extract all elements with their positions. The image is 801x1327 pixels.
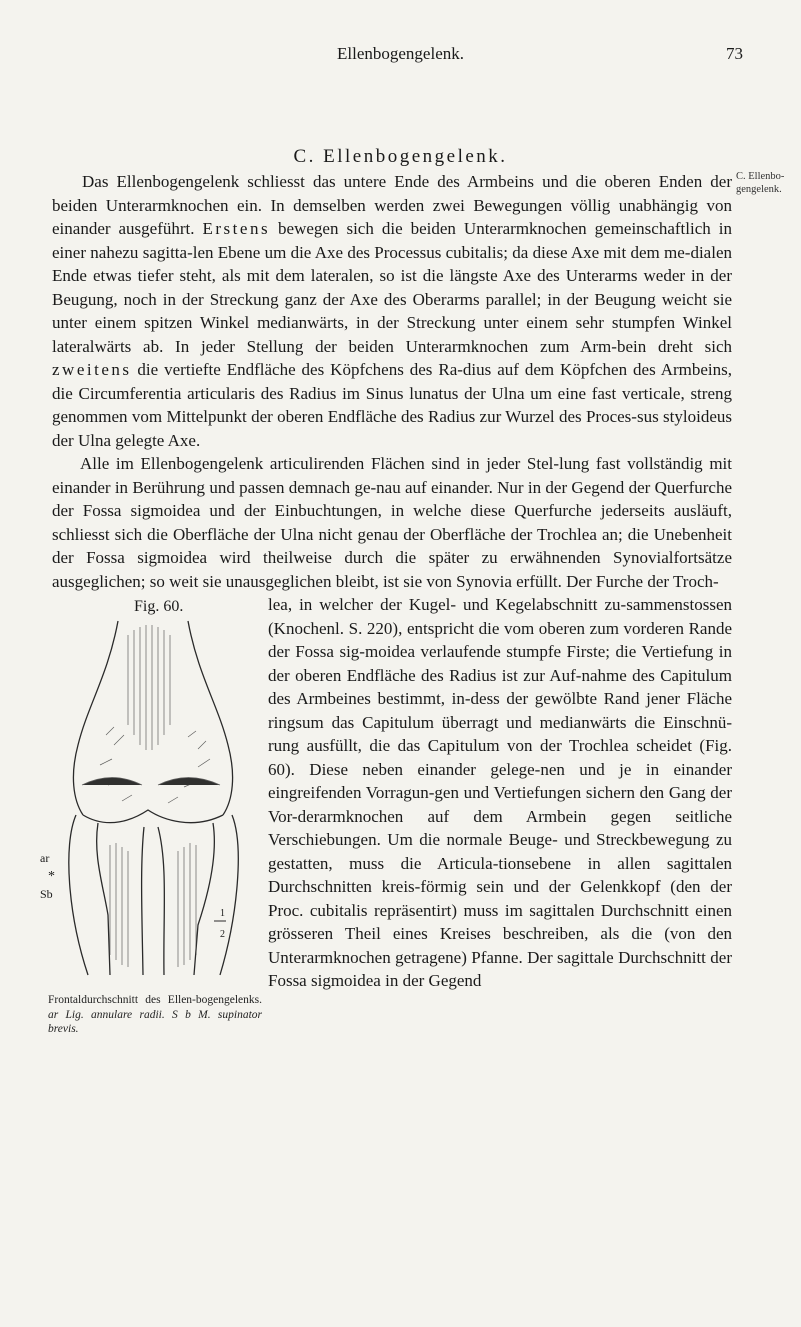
scale-numerator: 1 <box>220 908 225 919</box>
paragraph-1-part-a: Das Ellenbogengelenk schliesst das untere Ende des Armbeins und die oberen Enden der beiden Unterarmknochen ein. In demselben werden zwei Bewegungen völlig unabhängig von einander ausgeführt. <box>52 172 732 238</box>
paragraph-1 <box>52 170 732 452</box>
emphasis-zweitens: zweitens <box>52 360 132 379</box>
figure-60 <box>40 595 262 1093</box>
paragraph-1-part-b: bewegen sich die beiden Unterarmknochen gemeinschaftlich in einer nahezu sagitta-len Ebene um die Axe des Processus cubitalis; da diese Axe mit dem me-dialen Ende etwas tiefer steht, als mit dem lateralen, so ist die längste Axe des Unterarms weder in der Beugung, noch in der Streckung ganz der Axe des Oberarms parallel; in der Beugung weicht sie unter einem spitzen Winkel medianwärts, in der Streckung unter einem sehr stumpfen Winkel lateralwärts ab. In jeder Stellung der beiden Unterarmknochen zum Arm-bein dreht sich <box>52 219 732 356</box>
caption-main: Frontaldurchschnitt des Ellen-bogengelenks. <box>48 994 262 1006</box>
margin-note: C. Ellenbo-gengelenk. <box>736 171 785 195</box>
paragraph-2-part-b: lea, in welcher der Kugel- und Kegelabschnitt zu-sammenstossen (Knochenl. S. 220), entspricht die vom oberen zum vorderen Rande der Fossa sig-moidea verlaufende stumpfe Firste; die Vertiefung in der oberen Endfläche des Radius ist zur Auf-nahme des Capitulum des Armbeines bestimmt, in-dess der gewölbte Rand jener Fläche ringsum das Capitulum überragt und medianwärts die Einschnü-rung ausfüllt, die das Capitulum von der Trochlea scheidet (Fig. 60). Diese neben einander gelege-nen und je in einander eingreifenden Vorragun-gen und Vertiefungen sichern den Gang der Vor-derarmknochen auf dem Armbein gegen seitliche Verschiebungen. Um die normale Beuge- und Streckbewegung zu gestatten, muss die Articula-tionsebene in allen sagittalen Durchschnitten kreis-förmig sein und der Gelenkkopf (den der Proc. cubitalis repräsentirt) muss im sagittalen Durchschnitt einen grösseren Theil eines Kreises beschreiben, als die (von den Unterarmknochen getragene) Pfanne. Der sagittale Durchschnitt der Fossa sigmoidea in der Gegend <box>268 595 732 990</box>
label-sb: Sb <box>40 887 53 901</box>
figure-label: Fig. 60. <box>134 598 184 615</box>
running-head: Ellenbogengelenk. <box>337 44 464 63</box>
body-text <box>40 170 732 1093</box>
figure-caption <box>48 993 262 1037</box>
caption-legend: ar Lig. annulare radii. S b M. supinator brevis. <box>48 1008 262 1035</box>
paragraph-2 <box>52 452 732 593</box>
scale-denominator: 2 <box>220 929 225 940</box>
paragraph-2-part-a: Alle im Ellenbogengelenk articulirenden Flächen sind in jeder Stel-lung fast vollständig mit einander in Berührung und passen demnach ge-nau auf einander. Nur in der Gegend der Querfurche der Fossa sigmoidea und der Einbuchtungen, in welche diese Querfurche jederseits ausläuft, schliesst sich die Oberfläche der Ulna nicht genau der Oberfläche der Trochlea an; die Unebenheit der Fossa sigmoidea wird theilweise durch die später zu erwähnenden Synovialfortsätze ausgeglichen; so weit sie unausgeglichen bleibt, ist sie von Synovia erfüllt. Der Furche der Troch- <box>52 454 732 591</box>
label-star: * <box>48 869 55 884</box>
emphasis-erstens: Erstens <box>202 219 271 238</box>
label-ar: ar <box>40 851 50 865</box>
page-header <box>0 44 801 68</box>
page-number: 73 <box>726 44 743 63</box>
section-title: C. Ellenbogengelenk. <box>293 146 508 167</box>
paragraph-1-part-c: die vertiefte Endfläche des Köpfchens des Ra-dius auf dem Köpfchen des Armbeins, die Circumferentia articularis des Radius im Sinus lunatus der Ulna um eine fast verticale, streng genommen vom Mittelpunkt der oberen Endfläche des Radius zur Wurzel des Proces-sus styloideus der Ulna gelegte Axe. <box>52 360 732 450</box>
